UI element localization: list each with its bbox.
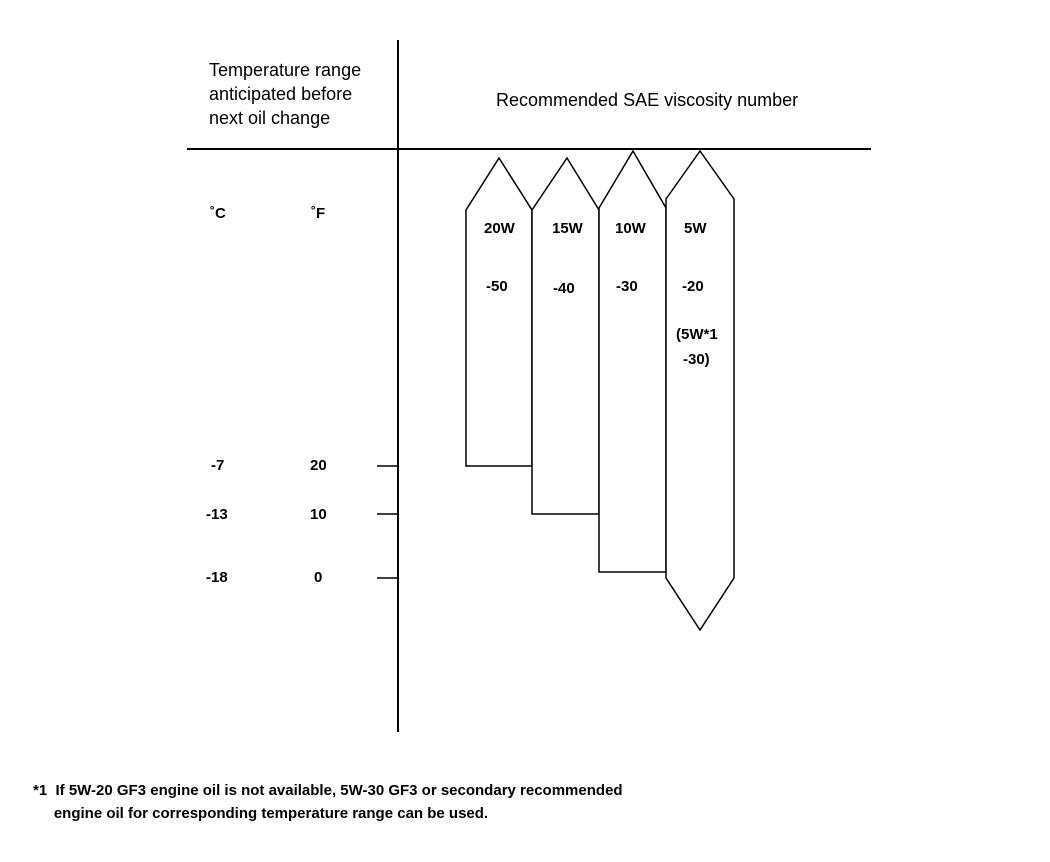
tick-label-fahrenheit: 10 [310, 506, 327, 523]
tick-label-fahrenheit: 20 [310, 457, 327, 474]
viscosity-heading: Recommended SAE viscosity number [496, 90, 799, 110]
grade-winter-label: 5W [684, 220, 707, 237]
tick-label-celsius: -13 [206, 506, 228, 523]
grade-arrow-15w [532, 158, 599, 514]
footnote [33, 779, 623, 825]
grade-summer-label: -40 [553, 280, 575, 297]
tick-label-celsius: -7 [211, 457, 225, 474]
grade-note-label: -30) [683, 351, 710, 368]
grade-winter-label: 10W [615, 220, 646, 237]
footnote-line: engine oil for corresponding temperature range can be used. [33, 805, 489, 822]
fahrenheit-unit: ˚F [311, 205, 326, 222]
tick-label-celsius: -18 [206, 569, 228, 586]
grade-arrow-20w [466, 158, 532, 466]
grade-winter-label: 15W [552, 220, 583, 237]
grade-note-label: (5W*1 [676, 326, 718, 343]
temperature-range-heading [209, 58, 399, 130]
celsius-unit: ˚C [210, 205, 226, 222]
grade-winter-label: 20W [484, 220, 515, 237]
grade-summer-label: -50 [486, 278, 508, 295]
grade-summer-label: -30 [616, 278, 638, 295]
heading-line: anticipated before [209, 84, 353, 104]
grade-summer-label: -20 [682, 278, 704, 295]
tick-label-fahrenheit: 0 [314, 569, 323, 586]
heading-line: Temperature range [209, 60, 362, 80]
heading-line: next oil change [209, 108, 331, 128]
footnote-line: *1 If 5W-20 GF3 engine oil is not available, 5W-30 GF3 or secondary recommended [33, 782, 623, 799]
grade-arrow-10w [599, 151, 666, 572]
